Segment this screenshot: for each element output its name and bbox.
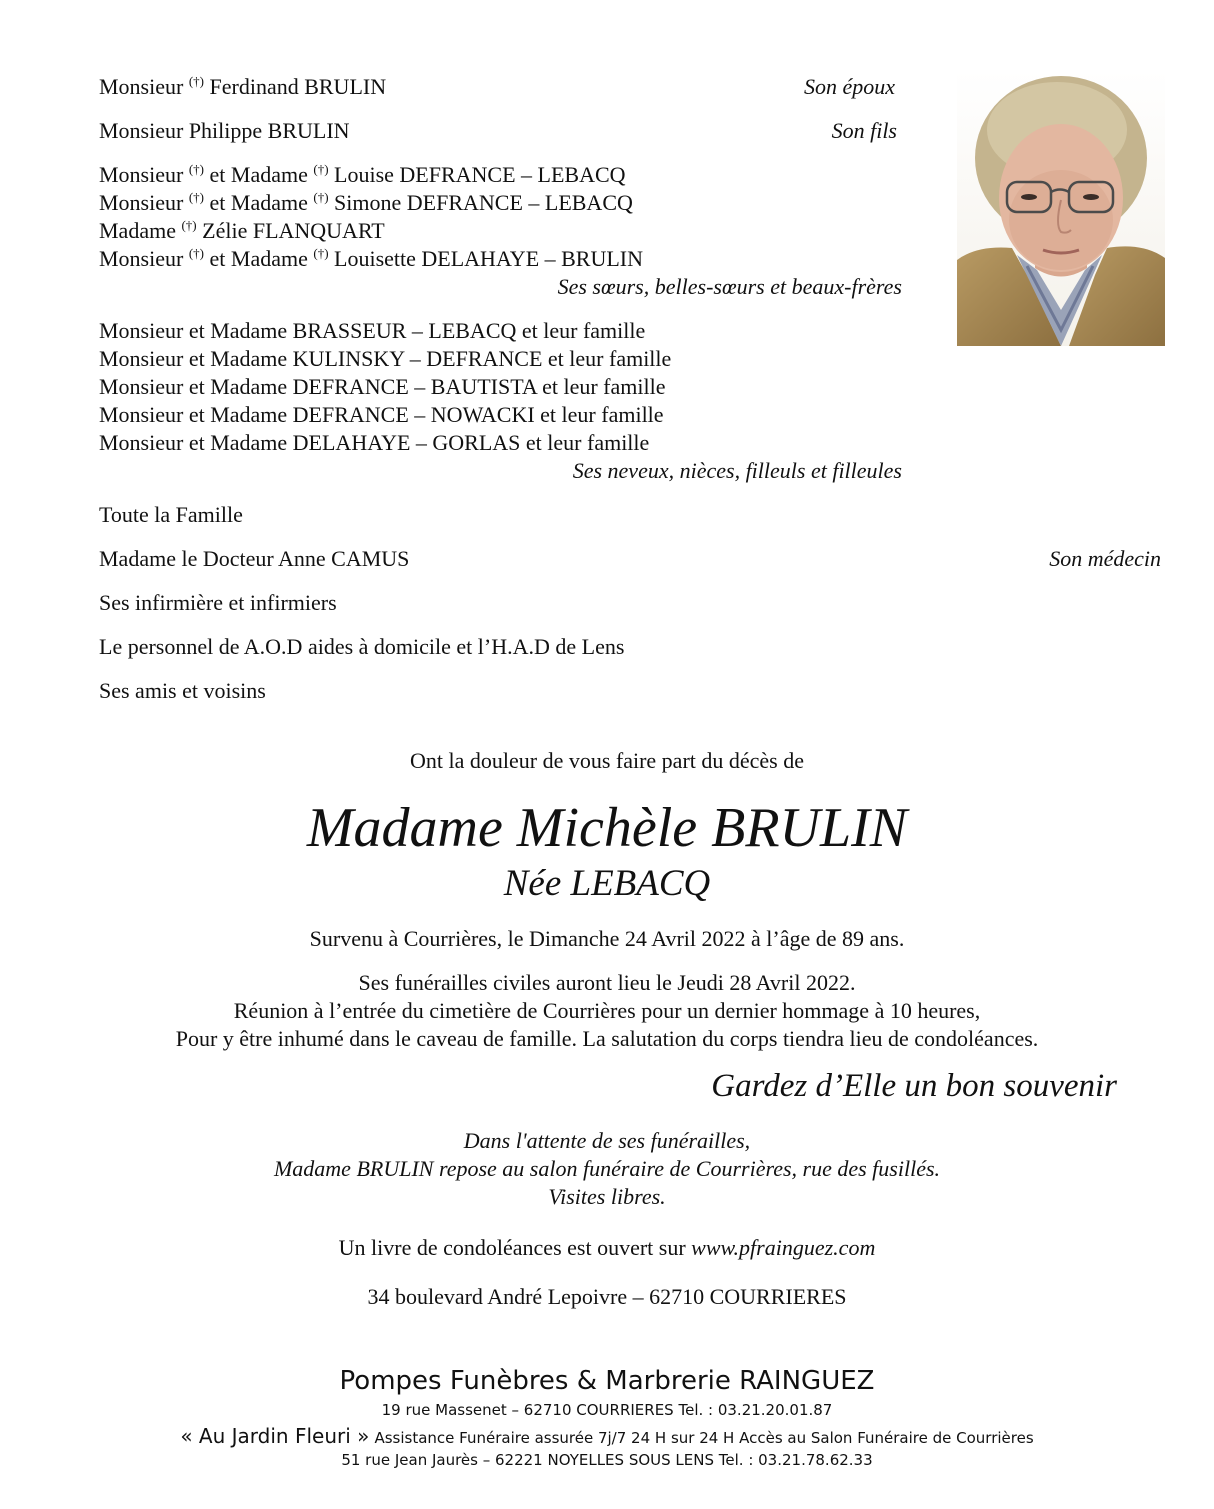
sibling-line: Monsieur (†) et Madame (†) Louisette DELAHAYE – BRULIN: [99, 245, 644, 271]
funeral-line-1: Ses funérailles civiles auront lieu le Jeudi 28 Avril 2022.: [358, 970, 856, 995]
spouse-line: Monsieur (†) Ferdinand BRULIN: [99, 73, 387, 99]
announcement-intro: Ont la douleur de vous faire part du décès de: [409, 748, 805, 773]
doctor-relation: Son médecin: [1049, 546, 1161, 571]
nephew-line: Monsieur et Madame BRASSEUR – LEBACQ et leur famille: [99, 318, 646, 343]
nephew-line: Monsieur et Madame DEFRANCE – BAUTISTA et leur famille: [99, 374, 666, 399]
footer-garden-line: « Au Jardin Fleuri » Assistance Funéraire assurée 7j/7 24 H sur 24 H Accès au Salon Funéraire de Courrières: [180, 1424, 1034, 1448]
wait-line-1: Dans l'attente de ses funérailles,: [463, 1128, 751, 1153]
funeral-line-3: Pour y être inhumé dans le caveau de famille. La salutation du corps tiendra lieu de condoléances.: [175, 1026, 1039, 1051]
son-line: Monsieur Philippe BRULIN: [99, 118, 350, 143]
staff-line: Le personnel de A.O.D aides à domicile et l’H.A.D de Lens: [99, 634, 625, 659]
footer-company-address: 19 rue Massenet – 62710 COURRIERES Tel. : 03.21.20.01.87: [381, 1401, 833, 1419]
friends-line: Ses amis et voisins: [99, 678, 266, 703]
footer-garden-address: 51 rue Jean Jaurès – 62221 NOYELLES SOUS LENS Tel. : 03.21.78.62.33: [341, 1451, 873, 1469]
condolence-url[interactable]: www.pfrainguez.com: [691, 1235, 876, 1260]
sibling-line: Madame (†) Zélie FLANQUART: [99, 217, 385, 243]
nephew-line: Monsieur et Madame DELAHAYE – GORLAS et leur famille: [99, 430, 650, 455]
deceased-name: Madame Michèle BRULIN: [306, 797, 908, 859]
spouse-relation: Son époux: [803, 74, 895, 99]
sibling-line: Monsieur (†) et Madame (†) Simone DEFRANCE – LEBACQ: [99, 189, 633, 215]
wait-line-3: Visites libres.: [548, 1184, 666, 1209]
doctor-line: Madame le Docteur Anne CAMUS: [99, 546, 410, 571]
maiden-name: Née LEBACQ: [503, 863, 711, 904]
whole-family-line: Toute la Famille: [99, 502, 243, 527]
condolence-line: Un livre de condoléances est ouvert sur www.pfrainguez.com: [338, 1235, 876, 1260]
sibling-line: Monsieur (†) et Madame (†) Louise DEFRANCE – LEBACQ: [99, 161, 626, 187]
nurses-line: Ses infirmière et infirmiers: [99, 590, 337, 615]
nephew-line: Monsieur et Madame KULINSKY – DEFRANCE et leur famille: [99, 346, 672, 371]
footer-company: Pompes Funèbres & Marbrerie RAINGUEZ: [339, 1366, 875, 1396]
son-relation: Son fils: [831, 118, 897, 143]
death-details: Survenu à Courrières, le Dimanche 24 Avril 2022 à l’âge de 89 ans.: [309, 926, 905, 951]
funeral-line-2: Réunion à l’entrée du cimetière de Courrières pour un dernier hommage à 10 heures,: [233, 998, 981, 1023]
siblings-relation: Ses sœurs, belles-sœurs et beaux-frères: [557, 274, 902, 299]
address-line: 34 boulevard André Lepoivre – 62710 COURRIERES: [367, 1284, 847, 1309]
memory-quote: Gardez d’Elle un bon souvenir: [711, 1068, 1117, 1104]
wait-line-2: Madame BRULIN repose au salon funéraire de Courrières, rue des fusillés.: [273, 1156, 941, 1181]
nephews-relation: Ses neveux, nièces, filleuls et filleules: [572, 458, 902, 483]
portrait-photo: [957, 70, 1165, 346]
nephew-line: Monsieur et Madame DEFRANCE – NOWACKI et leur famille: [99, 402, 664, 427]
